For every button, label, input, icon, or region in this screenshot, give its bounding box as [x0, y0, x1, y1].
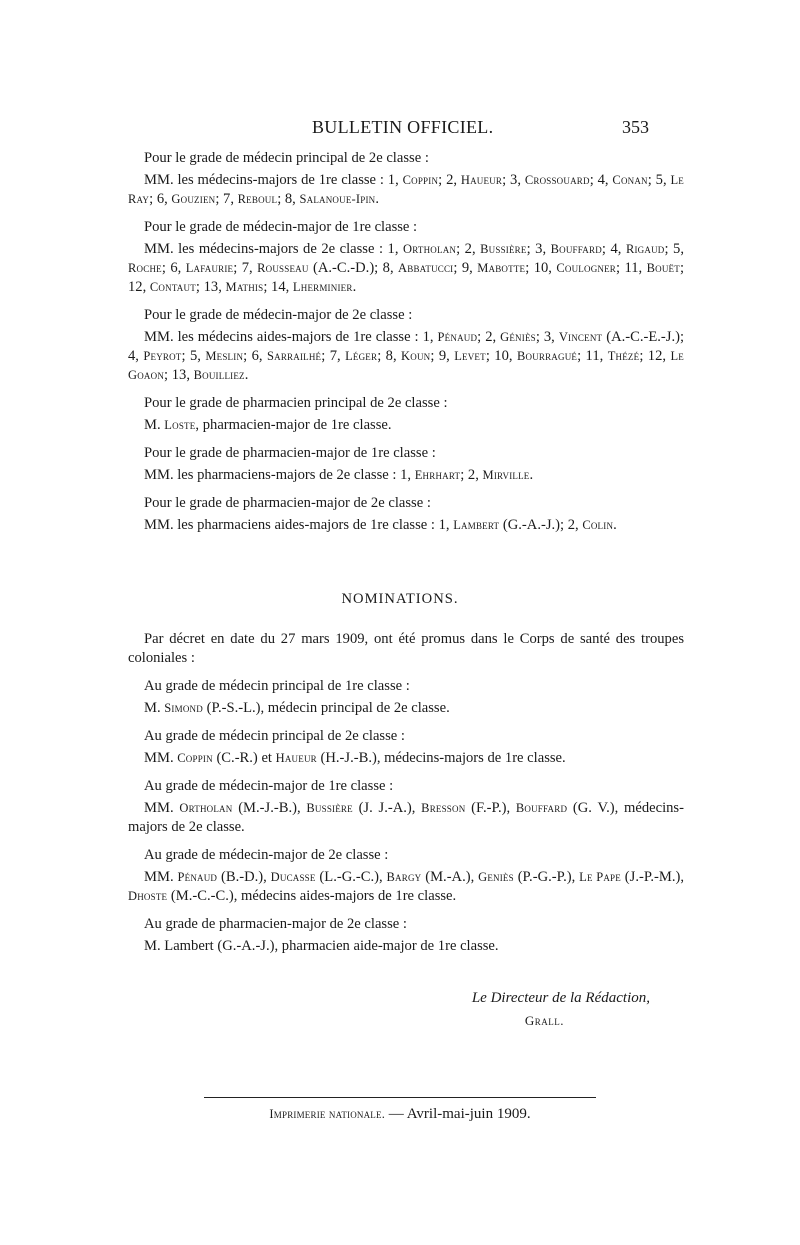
person-name: Lambert: [453, 518, 500, 532]
person-name: Sarrailhé: [266, 349, 322, 363]
person-name: Geniès: [478, 870, 514, 884]
text-run: ; 6,: [149, 191, 172, 207]
text-run: ; 11,: [616, 260, 647, 276]
person-name: Salanoue-Ipin: [299, 192, 376, 206]
paragraphs-content-12: [128, 516, 684, 535]
person-name: Abbatucci: [398, 261, 454, 275]
nominations-heading-2: Au grade de médecin principal de 1re classe :: [144, 678, 410, 694]
person-name: Géniès: [500, 330, 536, 344]
person-name: Bourragué: [516, 349, 578, 363]
text-run: (A.-C.-D.); 8,: [308, 260, 399, 276]
text-run: ; 2,: [456, 241, 481, 257]
text-run: (H.-J.-B.), médecins-majors de 1re classe.: [316, 750, 566, 766]
person-name: Crossouard: [524, 173, 590, 187]
paragraphs-heading-11: Pour le grade de pharmacien-major de 2e classe :: [144, 495, 431, 511]
text-run: ; 8,: [277, 191, 300, 207]
text-run: MM.: [144, 800, 180, 816]
text-run: ; 8,: [377, 348, 402, 364]
person-name: Rigaud: [625, 242, 665, 256]
paragraphs-content-10: [128, 466, 684, 485]
person-name: Gouzien: [171, 192, 216, 206]
text-run: (P.-G.-P.),: [513, 869, 580, 885]
person-name: Rousseau: [257, 261, 309, 275]
footer-imprint: [0, 1106, 800, 1123]
nominations-heading-10: Au grade de pharmacien-major de 2e classe :: [144, 916, 407, 932]
text-run: ; 13,: [164, 367, 194, 383]
text-run: MM.: [144, 869, 178, 885]
text-run: (J. J.-A.),: [352, 800, 422, 816]
paragraphs-heading-5: Pour le grade de médecin-major de 2e classe :: [144, 307, 413, 323]
text-run: .: [613, 517, 617, 533]
text-run: ; 9,: [453, 260, 478, 276]
paragraphs-content-2: [128, 171, 684, 209]
person-name: Le Pape: [579, 870, 621, 884]
person-name: Roche: [128, 261, 162, 275]
text-run: ; 12,: [128, 260, 685, 295]
nominations-list: [128, 630, 684, 956]
page-header-title: BULLETIN OFFICIEL.: [312, 117, 494, 137]
person-name: Ducasse: [270, 870, 316, 884]
text-run: (B.-D.),: [217, 869, 271, 885]
person-name: Bouët: [646, 261, 680, 275]
text-run: ; 3,: [502, 172, 525, 188]
text-run: (G. V.), médecins-majors de 2e classe.: [128, 800, 684, 835]
person-name: Simond: [164, 701, 203, 715]
text-run: ; 14,: [263, 279, 293, 295]
person-name: Contaut: [149, 280, 196, 294]
person-name: Bresson: [421, 801, 466, 815]
text-run: (M.-C.-C.), médecins aides-majors de 1re classe.: [167, 888, 457, 904]
footer-date: — Avril-mai-juin 1909.: [385, 1106, 531, 1122]
promotions-list: [128, 149, 684, 535]
text-run: MM. les pharmaciens-majors de 2e classe : 1,: [144, 467, 415, 483]
text-run: .: [244, 367, 249, 383]
text-run: (P.-S.-L.), médecin principal de 2e classe.: [202, 700, 450, 716]
nominations-content-7: [128, 799, 684, 837]
text-run: ; 5,: [181, 348, 206, 364]
person-name: Coulogner: [556, 261, 617, 275]
person-name: Léger: [345, 349, 378, 363]
person-name: Lherminier: [292, 280, 353, 294]
person-name: Bussière: [480, 242, 527, 256]
text-run: ; 9,: [430, 348, 455, 364]
person-name: Ehrhart: [414, 468, 461, 482]
person-name: Bouilliez: [193, 368, 245, 382]
paragraphs-heading-1: Pour le grade de médecin principal de 2e classe :: [144, 150, 429, 166]
person-name: Le Goaon: [128, 349, 684, 382]
person-name: Koun: [401, 349, 431, 363]
person-name: Ortholan: [403, 242, 457, 256]
person-name: Mabotte: [477, 261, 526, 275]
signature-name: Grall.: [524, 1013, 564, 1028]
person-name: Bouffard: [515, 801, 568, 815]
text-run: .: [352, 279, 357, 295]
text-run: ; 5,: [664, 241, 684, 257]
person-name: Meslin: [205, 349, 244, 363]
nominations-content-5: [128, 749, 684, 768]
text-run: .: [375, 191, 380, 207]
text-run: , pharmacien-major de 1re classe.: [195, 417, 392, 433]
page-number: 353: [622, 117, 649, 137]
person-name: Conan: [612, 173, 648, 187]
text-run: .: [529, 467, 534, 483]
section-title-nominations: NOMINATIONS.: [341, 591, 459, 607]
text-run: MM. les médecins-majors de 2e classe : 1,: [144, 241, 404, 257]
person-name: Haueur: [460, 173, 503, 187]
person-name: Colin: [582, 518, 614, 532]
person-name: Pénaud: [177, 870, 218, 884]
person-name: Lafaurie: [185, 261, 234, 275]
paragraphs-heading-7: Pour le grade de pharmacien principal de 2e classe :: [144, 395, 448, 411]
text-run: ; 13,: [195, 279, 226, 295]
text-run: (C.-R.) et: [212, 750, 276, 766]
text-run: (M.-A.),: [421, 869, 479, 885]
text-run: (G.-A.-J.); 2,: [499, 517, 583, 533]
text-run: MM. les médecins aides-majors de 1re classe : 1,: [144, 329, 438, 345]
person-name: Mathis: [225, 280, 264, 294]
text-run: (M.-J.-B.),: [232, 800, 307, 816]
paragraphs-content-6: [128, 328, 684, 385]
text-run: ; 7,: [215, 191, 238, 207]
person-name: Bargy: [386, 870, 422, 884]
paragraphs-content-8: [128, 416, 684, 435]
text-run: MM.: [144, 750, 178, 766]
text-run: ; 10,: [525, 260, 557, 276]
paragraphs-content-4: [128, 240, 684, 297]
paragraphs-heading-9: Pour le grade de pharmacien-major de 1re classe :: [144, 445, 436, 461]
signature-title: Le Directeur de la Rédaction,: [471, 990, 650, 1006]
text-run: ; 12,: [639, 348, 671, 364]
text-run: M. Lambert (G.-A.-J.), pharmacien aide-major de 1re classe.: [144, 938, 499, 954]
text-run: ; 6,: [243, 348, 267, 364]
person-name: Loste: [164, 418, 196, 432]
text-run: M.: [144, 417, 165, 433]
text-run: ; 11,: [577, 348, 608, 364]
text-run: (A.-C.-E.-J.); 4,: [128, 329, 685, 364]
text-run: MM. les médecins-majors de 1re classe : 1,: [144, 172, 403, 188]
nominations-heading-4: Au grade de médecin principal de 2e classe :: [144, 728, 405, 744]
text-run: ; 2,: [477, 329, 501, 345]
person-name: Coppin: [402, 173, 439, 187]
text-run: M.: [144, 700, 165, 716]
person-name: Le Ray: [128, 173, 685, 206]
text-run: (F.-P.),: [465, 800, 516, 816]
person-name: Dhoste: [128, 889, 168, 903]
text-run: ; 4,: [601, 241, 626, 257]
person-name: Pénaud: [437, 330, 478, 344]
footer-printer: Imprimerie nationale.: [269, 1107, 386, 1121]
text-run: ; 7,: [321, 348, 346, 364]
footer-divider: [204, 1097, 596, 1098]
nominations-heading-6: Au grade de médecin-major de 1re classe :: [144, 778, 394, 794]
nominations-content-3: [128, 699, 684, 718]
person-name: Mirville: [482, 468, 530, 482]
text-run: ; 2,: [438, 172, 461, 188]
text-run: ; 7,: [233, 260, 258, 276]
person-name: Vincent: [558, 330, 603, 344]
person-name: Levet: [454, 349, 486, 363]
text-run: ; 3,: [535, 329, 559, 345]
person-name: Bouffard: [550, 242, 602, 256]
text-run: ; 10,: [485, 348, 517, 364]
person-name: Ortholan: [179, 801, 233, 815]
person-name: Reboul: [237, 192, 278, 206]
person-name: Thézé: [607, 349, 640, 363]
text-run: ; 2,: [460, 467, 483, 483]
person-name: Bussière: [306, 801, 353, 815]
nominations-heading-8: Au grade de médecin-major de 2e classe :: [144, 847, 389, 863]
text-run: (L.-G.-C.),: [315, 869, 387, 885]
nominations-intro-1: Par décret en date du 27 mars 1909, ont été promus dans le Corps de santé des troupes coloniales :: [128, 631, 684, 666]
nominations-content-9: [128, 868, 684, 906]
nominations-content-11: [128, 937, 684, 956]
text-run: ; 3,: [526, 241, 551, 257]
text-run: (J.-P.-M.),: [620, 869, 684, 885]
text-run: ; 6,: [161, 260, 186, 276]
person-name: Peyrot: [143, 349, 182, 363]
person-name: Haueur: [275, 751, 317, 765]
person-name: Coppin: [177, 751, 213, 765]
text-run: MM. les pharmaciens aides-majors de 1re classe : 1,: [144, 517, 454, 533]
paragraphs-heading-3: Pour le grade de médecin-major de 1re classe :: [144, 219, 418, 235]
text-run: ; 5,: [647, 172, 671, 188]
text-run: ; 4,: [589, 172, 613, 188]
